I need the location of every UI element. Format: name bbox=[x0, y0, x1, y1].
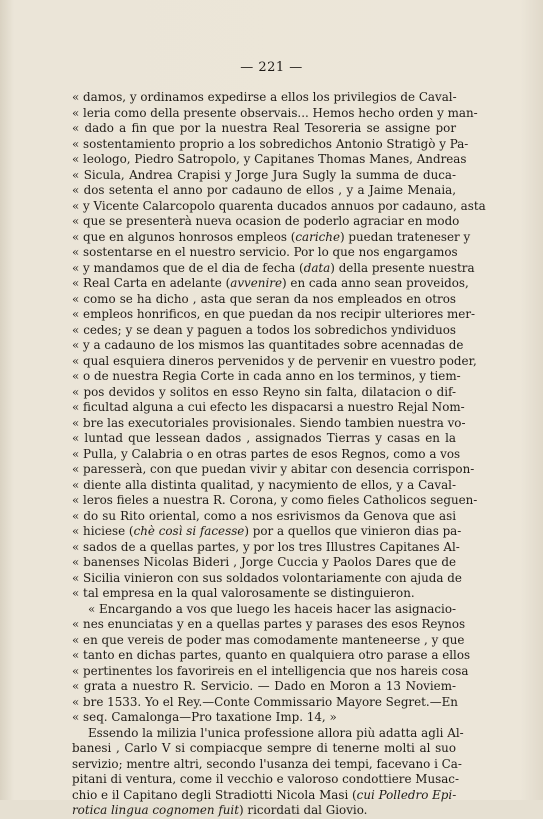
text-line: banesi , Carlo V si compiacque sempre di tenerne molti al suo bbox=[72, 741, 456, 755]
text-line: « Pulla, y Calabria o en otras partes de esos Regnos, como a vos bbox=[72, 446, 461, 461]
text-line: « do su Rito oriental, como a nos esrivismos da Genova que asi bbox=[72, 508, 456, 523]
text-line: « Sicula, Andrea Crapisi y Jorge Jura Sugly la summa de duca- bbox=[72, 167, 456, 182]
text-line: « pertinentes los favorireis en el intelligencia que nos hareis cosa bbox=[72, 663, 469, 678]
text-line: « y a cadauno de los mismos las quantitades sobre acennadas de bbox=[72, 338, 464, 352]
text-line: « banenses Nicolas Bideri , Jorge Cuccia y Paolos Dares que de bbox=[72, 555, 456, 569]
italic-phrase: data bbox=[303, 260, 331, 275]
text-line: « diente alla distinta qualitad, y nacymiento de ellos, y a Caval- bbox=[72, 477, 456, 492]
italic-phrase: avvenire bbox=[230, 276, 282, 290]
text-line: « Sicilia vinieron con sus soldados volontariamente con ajuda de bbox=[72, 570, 462, 585]
text-line: « sostentarse en el nuestro servicio. Por lo que nos engargamos bbox=[72, 245, 458, 259]
text-line: « que se presenterà nueva ocasion de poderlo agraciar en modo bbox=[72, 214, 460, 228]
italic-phrase: chè così si facesse bbox=[133, 524, 245, 538]
text-line: « y Vicente Calarcopolo quarenta ducados annuos por cadauno, asta bbox=[72, 198, 486, 213]
text-line: « qual esquiera dineros pervenidos y de pervenir en vuestro poder, bbox=[72, 353, 477, 368]
body-text bbox=[72, 90, 486, 819]
text-line: « nes enunciatas y en a quellas partes y parases des esos Reynos bbox=[72, 617, 466, 631]
text-line: « tal empresa en la qual valorosamente se distinguieron. bbox=[72, 586, 415, 600]
italic-phrase: cariche bbox=[295, 229, 340, 244]
text-segment: ) ricordati dal Giovio. bbox=[239, 803, 368, 817]
text-segment: ) puedan trateneser y bbox=[339, 229, 471, 244]
text-line: « ficultad alguna a cui efecto les dispacarsi a nuestro Rejal Nom- bbox=[72, 400, 465, 414]
text-line: « sados de a quellas partes, y por los tres Illustres Capitanes Al- bbox=[72, 539, 460, 554]
text-line: « grata a nuestro R. Servicio. — Dado en Moron a 13 Noviem- bbox=[72, 679, 456, 693]
text-line: « leologo, Piedro Satropolo, y Capitanes Thomas Manes, Andreas bbox=[72, 152, 467, 166]
text-line: « cedes; y se dean y paguen a todos los sobredichos yndividuos bbox=[72, 322, 456, 337]
text-line bbox=[72, 276, 469, 292]
text-line: « sostentamiento proprio a los sobredichos Antonio Stratigò y Pa- bbox=[72, 136, 469, 151]
italic-phrase: rotica lingua cognomen fuit bbox=[72, 803, 239, 817]
text-line: « seq. Camalonga—Pro taxatione Imp. 14, » bbox=[72, 710, 337, 724]
text-line: pitani di ventura, come il vecchio e valoroso condottiere Musac- bbox=[72, 772, 459, 786]
text-segment: « Real Carta en adelante ( bbox=[72, 276, 231, 290]
text-line bbox=[72, 260, 475, 277]
text-line: « pos devidos y solitos en esso Reyno sin falta, dilatacion o dif- bbox=[72, 384, 456, 399]
text-line: servizio; mentre altri, secondo l'usanza dei tempi, facevano i Ca- bbox=[72, 756, 462, 771]
text-segment: ) por a quellos que vinieron dias pa- bbox=[244, 524, 462, 538]
text-line: « como se ha dicho , asta que seran da nos empleados en otros bbox=[72, 291, 456, 306]
text-line bbox=[72, 229, 471, 246]
italic-phrase: cui Polledro Epi- bbox=[356, 787, 457, 802]
text-line bbox=[72, 524, 462, 540]
text-segment: « y mandamos que de el dia de fecha ( bbox=[72, 260, 304, 275]
text-segment: ) della presente nuestra bbox=[330, 260, 475, 275]
text-segment: « que en algunos honrosos empleos ( bbox=[72, 229, 296, 244]
page-number: — 221 — bbox=[240, 60, 303, 75]
text-line: « en que vereis de poder mas comodamente manteneerse , y que bbox=[72, 632, 465, 647]
text-line: « o de nuestra Regia Corte in cada anno en los terminos, y tiem- bbox=[72, 369, 461, 383]
text-line bbox=[72, 788, 456, 804]
text-line: « empleos honrificos, en que puedan da nos recipir ulteriores mer- bbox=[72, 307, 476, 321]
text-segment: chio e il Capitano degli Stradiotti Nicola Masi ( bbox=[72, 787, 357, 802]
text-line bbox=[72, 803, 456, 819]
text-line: « Encargando a vos que luego les haceis hacer las asignacio- bbox=[88, 601, 457, 616]
text-line: « bre 1533. Yo el Rey.—Conte Commissario Mayore Segret.—En bbox=[72, 694, 458, 709]
text-line: « tanto en dichas partes, quanto en qualquiera otro parase a ellos bbox=[72, 648, 471, 662]
text-line: « damos, y ordinamos expedirse a ellos los privilegios de Caval- bbox=[72, 90, 457, 104]
text-line: Essendo la milizia l'unica professione allora più adatta agli Al- bbox=[88, 725, 464, 740]
text-line: « paresserà, con que puedan vivir y abitar con desencia corrispon- bbox=[72, 462, 475, 476]
text-line: « bre las executoriales provisionales. Siendo tambien nuestra vo- bbox=[72, 415, 466, 430]
text-line: « dos setenta el anno por cadauno de ellos , y a Jaime Menaia, bbox=[72, 183, 456, 197]
text-segment: ) en cada anno sean proveidos, bbox=[281, 276, 469, 290]
text-line: « dado a fin que por la nuestra Real Tesoreria se assigne por bbox=[72, 121, 456, 135]
text-line: « luntad que lessean dados , assignados Tierras y casas en la bbox=[72, 431, 456, 445]
text-line: « leros fieles a nuestra R. Corona, y como fieles Catholicos seguen- bbox=[72, 493, 478, 507]
text-segment: « hiciese ( bbox=[72, 524, 134, 538]
text-line: « leria como della presente observais... Hemos hecho orden y man- bbox=[72, 105, 478, 120]
